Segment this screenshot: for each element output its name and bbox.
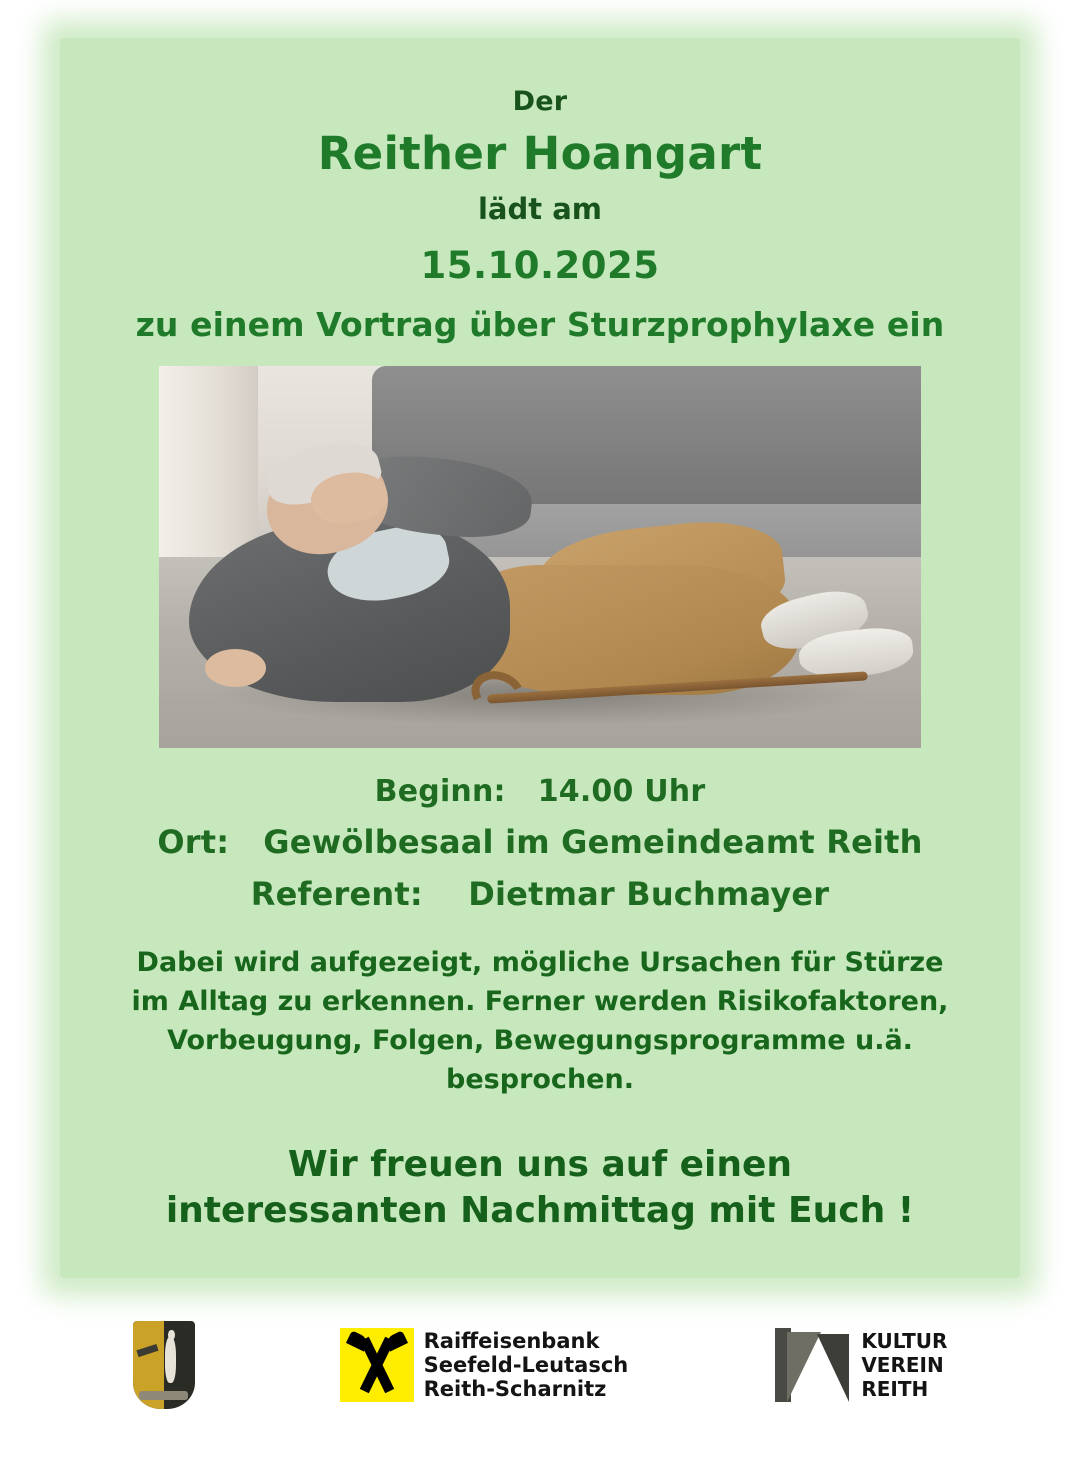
event-subject: zu einem Vortrag über Sturzprophylaxe ein: [135, 305, 945, 344]
sponsor-kulturverein-reith: [773, 1328, 947, 1402]
raiffeisen-line-1: Raiffeisenbank: [423, 1328, 600, 1353]
event-description: Dabei wird aufgezeigt, mögliche Ursachen für Stürze im Alltag zu erkennen. Ferner werden Risikofaktoren, Vorbeugung, Folgen, Bewegungsprogramme u.ä. besprochen.: [131, 947, 949, 1096]
coat-of-arms-icon: [133, 1321, 195, 1409]
kulturverein-wordmark: [861, 1329, 947, 1401]
coat-of-arms-base: [139, 1391, 189, 1400]
kulturverein-k-upper-arm: [787, 1332, 821, 1402]
event-speaker-value: Dietmar Buchmayer: [468, 875, 830, 913]
photo-curtain: [159, 366, 258, 565]
raiffeisen-gable-cross-icon: [340, 1328, 414, 1402]
event-start-row: [94, 774, 986, 809]
kulturverein-k-lower-arm: [817, 1334, 849, 1402]
closing-message: [114, 1142, 966, 1236]
poster-intro: Der: [512, 86, 568, 117]
event-location-label: Ort:: [157, 823, 230, 861]
kulturverein-line-3: REITH: [861, 1377, 929, 1401]
kulturverein-line-2: VEREIN: [861, 1353, 944, 1377]
invite-verb: lädt am: [477, 192, 602, 226]
event-location-value: Gewölbesaal im Gemeindeamt Reith: [263, 823, 923, 861]
event-photo: [159, 366, 921, 748]
kulturverein-line-1: KULTUR: [861, 1329, 948, 1353]
event-start-value: 14.00 Uhr: [537, 774, 706, 809]
page-title: Reither Hoangart: [317, 127, 763, 180]
raiffeisen-line-2: Seefeld-Leutasch: [423, 1352, 629, 1377]
poster-content: [60, 38, 1020, 1278]
event-date: 15.10.2025: [420, 244, 660, 287]
sponsor-gemeinde-wappen: [133, 1321, 195, 1409]
photo-person-hand-on-floor: [205, 649, 266, 687]
sponsor-row: [60, 1300, 1020, 1430]
raiffeisen-wordmark: [424, 1329, 629, 1401]
closing-line-1: Wir freuen uns auf einen: [287, 1143, 793, 1185]
coat-of-arms-figure: [165, 1337, 176, 1383]
event-location-row: [94, 823, 986, 861]
kulturverein-k-icon: [773, 1328, 851, 1402]
sponsor-raiffeisenbank: [340, 1328, 629, 1402]
coat-of-arms-figure-head: [168, 1330, 174, 1341]
raiffeisen-line-3: Reith-Scharnitz: [423, 1377, 607, 1402]
closing-line-2: interessanten Nachmittag mit Euch !: [165, 1190, 915, 1232]
event-start-label: Beginn:: [374, 774, 506, 809]
event-speaker-label: Referent:: [250, 875, 423, 913]
event-speaker-row: [94, 875, 986, 913]
